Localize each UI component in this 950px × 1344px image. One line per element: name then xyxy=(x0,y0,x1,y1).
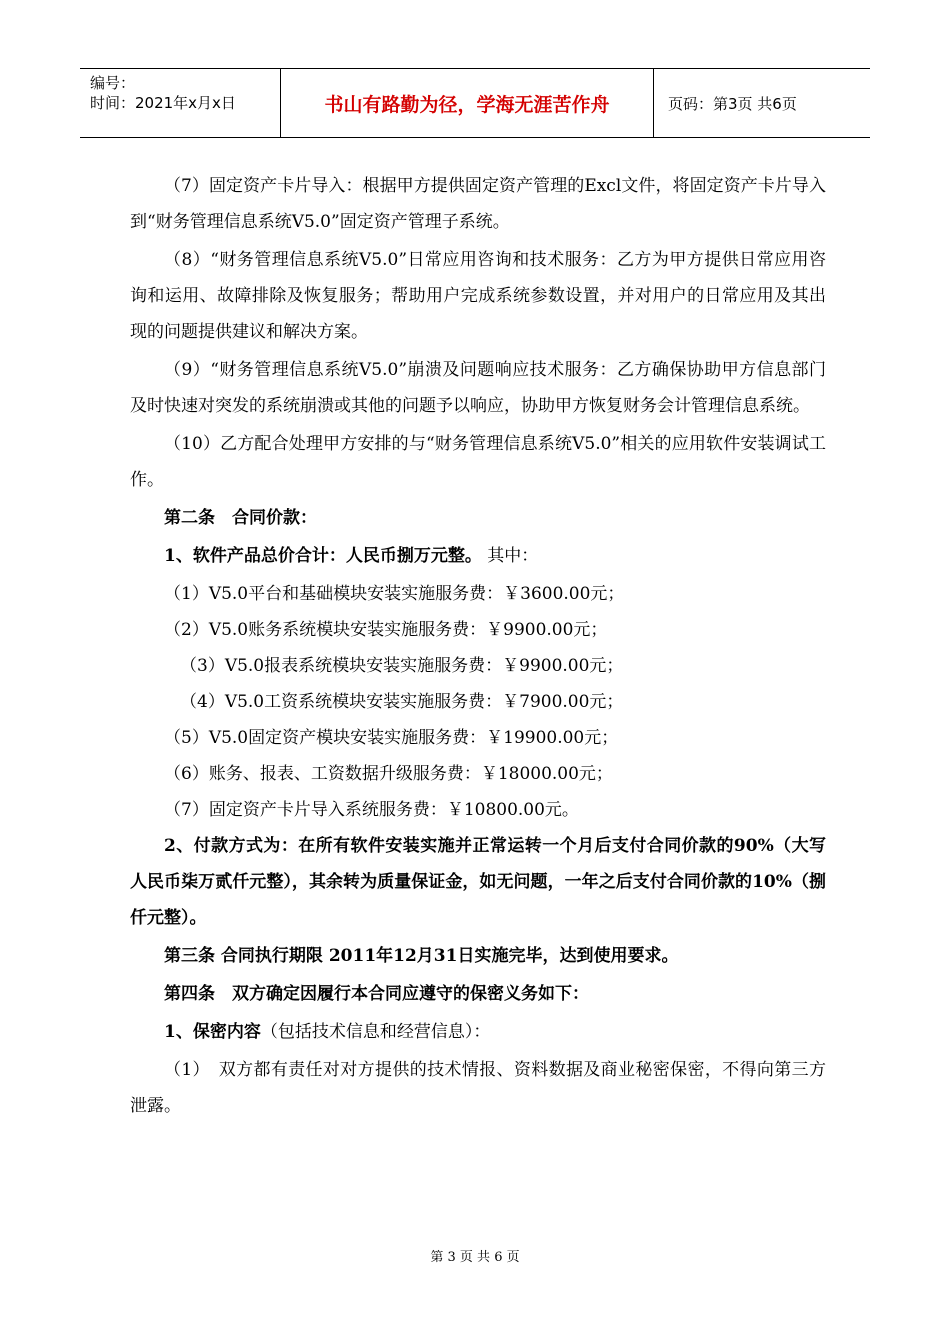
header-motto: 书山有路勤为径，学海无涯苦作舟 xyxy=(281,69,654,137)
price-item-3: （3）V5.0报表系统模块安装实施服务费：￥9900.00元； xyxy=(180,656,624,676)
paragraph-8: （8）“财务管理信息系统V5.0”日常应用咨询和技术服务：乙方为甲方提供日常应用咨询和运用、故障排除及恢复服务；帮助用户完成系统参数设置，并对用户的日常应用及其出现的问题提供建议和解决方案。 xyxy=(130,250,826,342)
header-info-cell xyxy=(80,69,281,137)
price-total-rest: 其中： xyxy=(487,546,539,566)
page-footer: 第 3 页 共 6 页 xyxy=(430,1250,520,1265)
price-item-5: （5）V5.0固定资产模块安装实施服务费：￥19900.00元； xyxy=(164,728,619,748)
price-item-2: （2）V5.0账务系统模块安装实施服务费：￥9900.00元； xyxy=(164,620,608,640)
page-header xyxy=(80,68,870,138)
price-item-7: （7）固定资产卡片导入系统服务费：￥10800.00元。 xyxy=(164,800,579,820)
article-4: 第四条 双方确定因履行本合同应遵守的保密义务如下： xyxy=(164,984,589,1004)
secrecy-content-rest: （包括技术信息和经营信息）： xyxy=(260,1022,491,1042)
price-item-1: （1）V5.0平台和基础模块安装实施服务费：￥3600.00元； xyxy=(164,584,625,604)
price-item-6: （6）账务、报表、工资数据升级服务费：￥18000.00元； xyxy=(164,764,613,784)
paragraph-10: （10）乙方配合处理甲方安排的与“财务管理信息系统V5.0”相关的应用软件安装调试工作。 xyxy=(130,434,826,490)
header-page-number: 页码：第3页 共6页 xyxy=(668,94,797,113)
article-3: 第三条 合同执行期限 2011年12月31日实施完毕，达到使用要求。 xyxy=(164,946,679,966)
secrecy-content xyxy=(130,1014,826,1050)
article-2-title: 第二条 合同价款： xyxy=(164,508,317,528)
price-item-4: （4）V5.0工资系统模块安装实施服务费：￥7900.00元； xyxy=(180,692,624,712)
secrecy-item-1: （1） 双方都有责任对对方提供的技术情报、资料数据及商业秘密保密，不得向第三方泄露。 xyxy=(130,1060,826,1116)
price-total xyxy=(130,538,826,574)
document-date-label: 时间：2021年x月x日 xyxy=(90,94,236,112)
document-body xyxy=(130,168,826,1126)
document-number-label: 编号： xyxy=(90,74,136,92)
paragraph-7: （7）固定资产卡片导入：根据甲方提供固定资产管理的Excl文件，将固定资产卡片导入到“财务管理信息系统V5.0”固定资产管理子系统。 xyxy=(130,176,826,232)
paragraph-9: （9）“财务管理信息系统V5.0”崩溃及问题响应技术服务：乙方确保协助甲方信息部门及时快速对突发的系统崩溃或其他的问题予以响应，协助甲方恢复财务会计管理信息系统。 xyxy=(130,360,826,416)
price-total-bold: 1、软件产品总价合计：人民币捌万元整。 xyxy=(164,546,482,566)
payment-terms: 2、付款方式为：在所有软件安装实施并正常运转一个月后支付合同价款的90%（大写人民币柒万贰仟元整），其余转为质量保证金，如无问题，一年之后支付合同价款的10%（捌仟元整）。 xyxy=(130,836,826,928)
secrecy-content-bold: 1、保密内容 xyxy=(164,1022,261,1042)
